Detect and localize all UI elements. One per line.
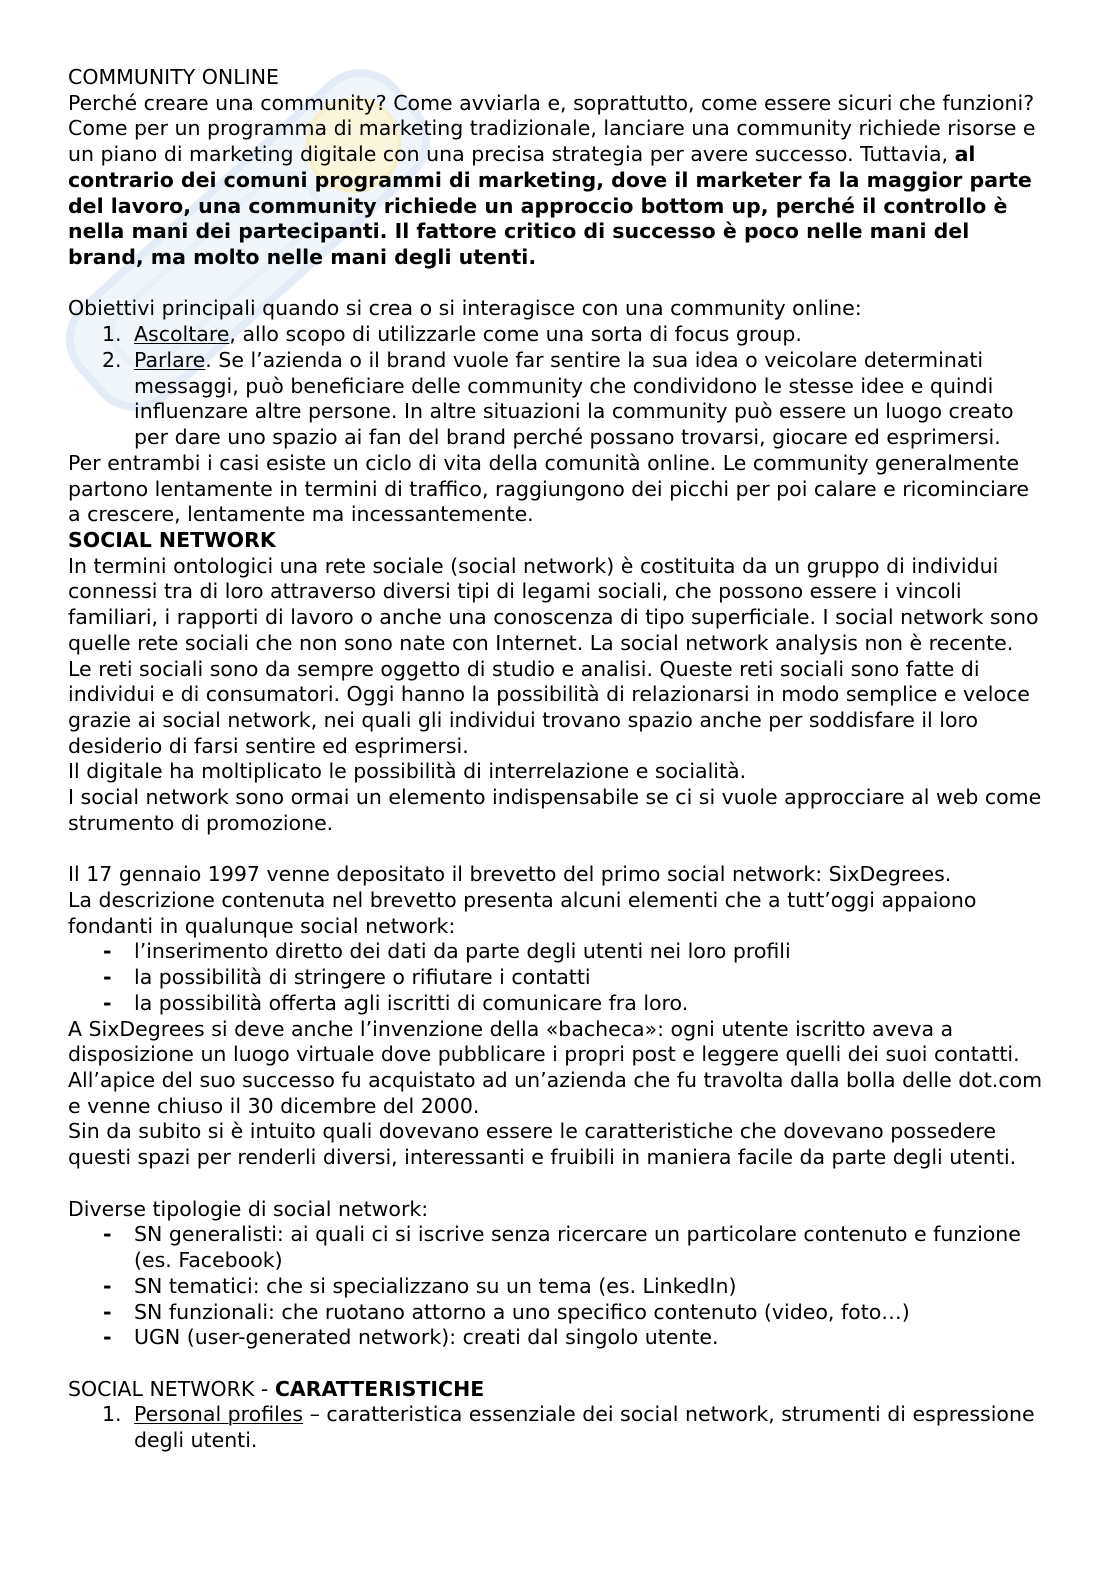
list-number: 2.	[102, 347, 122, 372]
document-body	[68, 65, 1058, 1454]
bullet-dash: -	[103, 990, 112, 1015]
paragraph-line: All’apice del suo successo fu acquistato ad un’azienda che fu travolta dalla bolla delle dot.com	[68, 1068, 1043, 1093]
objective-text: , allo scopo di utilizzarle come una sorta di focus group.	[229, 322, 802, 347]
bullet-item	[68, 991, 1058, 1017]
blank-line	[68, 1171, 1058, 1197]
bullet-text: la possibilità offerta agli iscritti di comunicare fra loro.	[134, 990, 689, 1015]
section-title-bold: CARATTERISTICHE	[274, 1376, 485, 1401]
feature-term: Personal profiles	[134, 1402, 304, 1427]
bold-paragraph-line: contrario dei comuni programmi di marketing, dove il marketer fa la maggior parte	[68, 167, 1032, 192]
objective-text: . Se l’azienda o il brand vuole far sentire la sua idea o veicolare determinati	[205, 347, 984, 372]
paragraph-line: disposizione un luogo virtuale dove pubblicare i propri post e leggere quelli dei suoi contatti.	[68, 1042, 1020, 1067]
list-number: 1.	[102, 322, 122, 347]
paragraph-line: questi spazi per renderli diversi, interessanti e fruibili in maniera facile da parte degli utenti.	[68, 1145, 1017, 1170]
paragraph-line: partono lentamente in termini di traffico, raggiungono dei picchi per poi calare e ricominciare	[68, 476, 1029, 501]
paragraph-line: La descrizione contenuta nel brevetto presenta alcuni elementi che a tutt’oggi appaiono	[68, 888, 977, 912]
paragraph-line: Per entrambi i casi esiste un ciclo di vita della comunità online. Le community generalmente	[68, 450, 1020, 475]
bold-text: al	[954, 142, 976, 167]
bullet-dash: -	[103, 965, 112, 990]
bullet-text: l’inserimento diretto dei dati da parte degli utenti nei loro profili	[134, 939, 791, 964]
bullet-dash: -	[103, 1299, 112, 1324]
bold-paragraph-line: brand, ma molto nelle mani degli utenti.	[68, 245, 537, 270]
objective-term: Ascoltare	[134, 322, 230, 347]
paragraph-line: Il digitale ha moltiplicato le possibilità di interrelazione e socialità.	[68, 759, 747, 784]
feature-item	[68, 1402, 1058, 1428]
paragraph-line: In termini ontologici una rete sociale (social network) è costituita da un gruppo di individui	[68, 553, 999, 578]
paragraph-line: fondanti in qualunque social network:	[68, 913, 456, 938]
feature-text: – caratteristica essenziale dei social network, strumenti di espressione	[303, 1402, 1035, 1427]
bullet-dash: -	[103, 1325, 112, 1350]
bullet-dash: -	[103, 939, 112, 964]
paragraph-line: strumento di promozione.	[68, 810, 334, 835]
feature-continuation: degli utenti.	[134, 1428, 258, 1453]
bullet-item	[68, 1325, 1058, 1351]
objective-continuation: influenzare altre persone. In altre situazioni la community può essere un luogo creato	[134, 399, 1014, 424]
paragraph-line: Perché creare una community? Come avviarla e, soprattutto, come essere sicuri che funzioni?	[68, 90, 1035, 115]
blank-line	[68, 1351, 1058, 1377]
objectives-lead: Obiettivi principali quando si crea o si interagisce con una community online:	[68, 296, 862, 321]
bullet-text: SN tematici: che si specializzano su un tema (es. LinkedIn)	[134, 1273, 737, 1298]
bold-paragraph-line: nella mani dei partecipanti. Il fattore critico di successo è poco nelle mani del	[68, 219, 970, 244]
paragraph-line: Il 17 gennaio 1997 venne depositato il brevetto del primo social network: SixDegrees.	[68, 862, 952, 887]
bullet-dash: -	[103, 1222, 112, 1247]
bullet-text: SN funzionali: che ruotano attorno a uno specifico contenuto (video, foto…)	[134, 1299, 910, 1324]
section-title: SOCIAL NETWORK	[68, 527, 276, 552]
bullet-text: SN generalisti: ai quali ci si iscrive senza ricercare un particolare contenuto e funzione	[134, 1222, 1021, 1247]
bullet-dash: -	[103, 1273, 112, 1298]
blank-line	[68, 271, 1058, 297]
paragraph-line: quelle rete sociali che non sono nate con Internet. La social network analysis non è recente.	[68, 630, 1014, 655]
bullet-continuation: (es. Facebook)	[134, 1248, 283, 1273]
bullet-item	[68, 1300, 1058, 1326]
paragraph-line: desiderio di farsi sentire ed esprimersi.	[68, 733, 469, 758]
bold-paragraph-line: del lavoro, una community richiede un approccio bottom up, perché il controllo è	[68, 193, 1008, 218]
objective-continuation: per dare uno spazio ai fan del brand perché possano trovarsi, giocare ed esprimersi.	[134, 425, 1001, 450]
bullet-item	[68, 939, 1058, 965]
section-title	[68, 1377, 1058, 1403]
paragraph-text: un piano di marketing digitale con una precisa strategia per avere successo. Tuttavia,	[68, 142, 949, 167]
paragraph-line: familiari, i rapporti di lavoro o anche una conoscenza di tipo superficiale. I social network sono	[68, 605, 1039, 630]
paragraph-line: individui e di consumatori. Oggi hanno la possibilità di relazionarsi in modo semplice e veloce	[68, 682, 1030, 707]
objective-item	[68, 348, 1058, 374]
objective-term: Parlare	[134, 347, 206, 372]
paragraph-line	[68, 142, 1058, 168]
paragraph-line: I social network sono ormai un elemento indispensabile se ci si vuole approcciare al web come	[68, 785, 1042, 810]
bullet-item	[68, 1222, 1058, 1248]
bullet-item	[68, 965, 1058, 991]
paragraph-line: e venne chiuso il 30 dicembre del 2000.	[68, 1093, 480, 1118]
blank-line	[68, 837, 1058, 863]
objective-item	[68, 322, 1058, 348]
paragraph-line: A SixDegrees si deve anche l’invenzione della «bacheca»: ogni utente iscritto aveva a	[68, 1016, 954, 1041]
paragraph-line: connessi tra di loro attraverso diversi tipi di legami sociali, che possono essere i vincoli	[68, 579, 962, 604]
objective-continuation: messaggi, può beneficiare delle community che condividono le stesse idee e quindi	[134, 373, 994, 398]
paragraph-line: Sin da subito si è intuito quali dovevano essere le caratteristiche che dovevano possedere	[68, 1119, 996, 1144]
types-lead: Diverse tipologie di social network:	[68, 1196, 429, 1221]
paragraph-line: grazie ai social network, nei quali gli individui trovano spazio anche per soddisfare il loro	[68, 707, 979, 732]
paragraph-line: Come per un programma di marketing tradizionale, lanciare una community richiede risorse e	[68, 116, 1036, 141]
paragraph-line: a crescere, lentamente ma incessantemente.	[68, 502, 534, 527]
section-title-plain: SOCIAL NETWORK -	[68, 1376, 269, 1401]
section-title: COMMUNITY ONLINE	[68, 65, 279, 89]
bullet-text: la possibilità di stringere o rifiutare i contatti	[134, 965, 591, 990]
list-number: 1.	[102, 1402, 122, 1427]
bullet-text: UGN (user-generated network): creati dal singolo utente.	[134, 1325, 719, 1350]
paragraph-line: Le reti sociali sono da sempre oggetto di studio e analisi. Queste reti sociali sono fatte di	[68, 656, 980, 681]
bullet-item	[68, 1274, 1058, 1300]
